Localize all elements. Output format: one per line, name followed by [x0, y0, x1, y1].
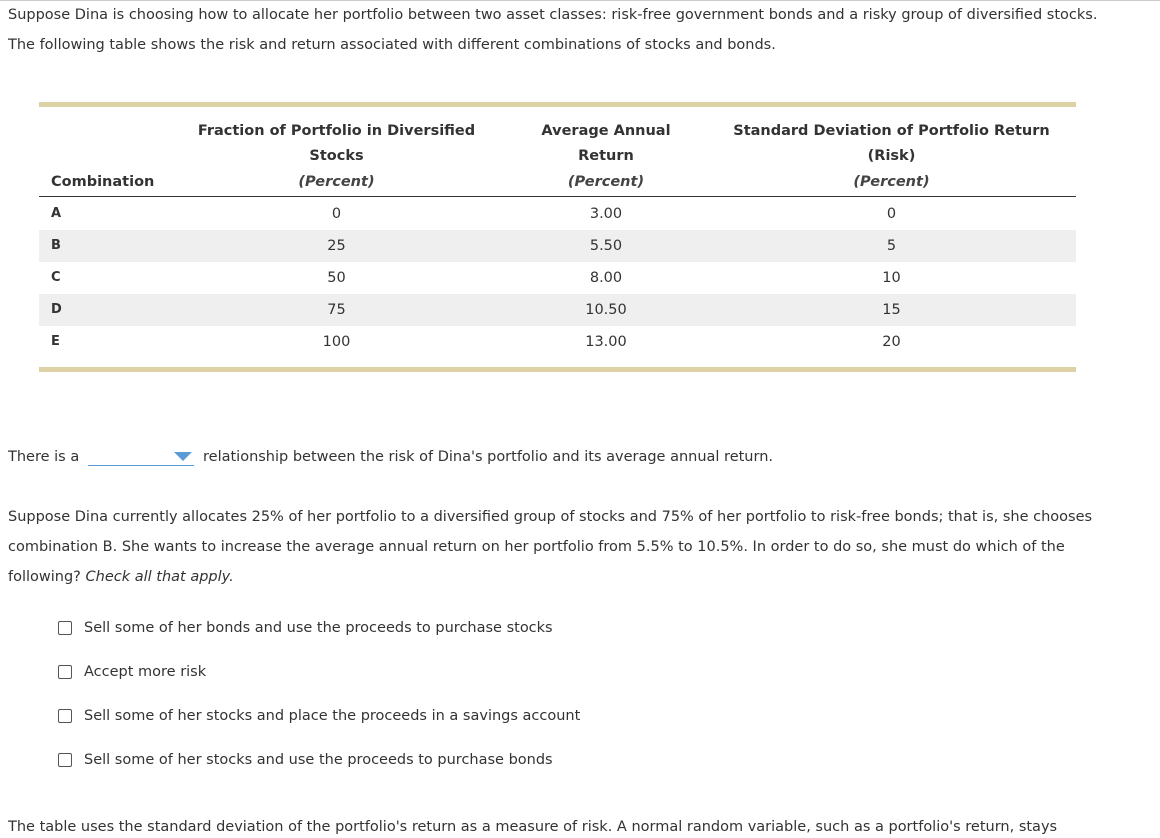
check-all-note: Check all that apply.: [85, 569, 234, 585]
option-label: Sell some of her stocks and use the proceeds to purchase bonds: [84, 752, 553, 768]
checkbox[interactable]: [58, 709, 72, 723]
table-row: [39, 262, 1076, 294]
row-combo: D: [51, 302, 62, 317]
option-sell-stocks-buy-bonds[interactable]: [58, 749, 553, 771]
row-risk: 0: [886, 206, 897, 222]
header-combination: Combination: [51, 174, 155, 190]
option-label: Accept more risk: [84, 664, 207, 680]
header-stocks: Fraction of Portfolio in Diversified Stocks: [197, 123, 476, 164]
row-risk: 5: [886, 238, 897, 254]
row-stocks: 50: [327, 270, 346, 286]
row-stocks: 25: [327, 238, 346, 254]
option-sell-stocks-savings[interactable]: [58, 705, 580, 727]
table-row: [39, 294, 1076, 326]
intro-text: [8, 0, 1158, 60]
unit-stocks: (Percent): [298, 174, 375, 190]
option-accept-more-risk[interactable]: [58, 661, 206, 683]
option-label: Sell some of her bonds and use the proceeds to purchase stocks: [84, 620, 553, 636]
row-return: 3.00: [589, 206, 623, 222]
question1-suffix: relationship between the risk of Dina's portfolio and its average annual return.: [203, 449, 774, 465]
row-risk: 15: [882, 302, 901, 318]
question2-line-3: [8, 562, 1156, 592]
table-row: [39, 326, 1076, 358]
row-return: 5.50: [589, 238, 623, 254]
portfolio-table: [39, 102, 1076, 372]
unit-risk: (Percent): [853, 174, 930, 190]
header-return: Average Annual Return: [541, 123, 671, 164]
checkbox[interactable]: [58, 665, 72, 679]
header-risk: Standard Deviation of Portfolio Return (Risk): [733, 123, 1050, 164]
question2-line-2: combination B. She wants to increase the average annual return on her portfolio from 5.5% to 10.5%. In order to do so, she must do which of the: [8, 539, 1065, 555]
row-return: 8.00: [589, 270, 623, 286]
row-combo: A: [51, 206, 62, 221]
row-combo: B: [51, 238, 61, 253]
intro-line-1: Suppose Dina is choosing how to allocate her portfolio between two asset classes: risk-free government bonds and a risky group of diversified stocks.: [8, 7, 1098, 23]
row-return: 10.50: [585, 302, 627, 318]
question2-text: [8, 502, 1156, 592]
question1-prefix: There is a: [8, 449, 80, 465]
question2-line-3-prefix: following?: [8, 569, 86, 585]
intro-line-2: The following table shows the risk and return associated with different combinations of stocks and bonds.: [8, 37, 776, 53]
row-stocks: 75: [327, 302, 346, 318]
row-return: 13.00: [585, 334, 627, 350]
row-stocks: 100: [322, 334, 351, 350]
table-row: [39, 198, 1076, 230]
question2-line-1: Suppose Dina currently allocates 25% of her portfolio to a diversified group of stocks and 75% of her portfolio to risk-free bonds; that is, she chooses: [8, 509, 1093, 525]
header-rule: [39, 196, 1076, 197]
table-row: [39, 230, 1076, 262]
row-stocks: 0: [331, 206, 342, 222]
option-label: Sell some of her stocks and place the proceeds in a savings account: [84, 708, 581, 724]
checkbox[interactable]: [58, 753, 72, 767]
option-sell-bonds-buy-stocks[interactable]: [58, 617, 553, 639]
footer-text: The table uses the standard deviation of the portfolio's return as a measure of risk. A normal random variable, such as a portfolio's return, stays: [8, 819, 1058, 835]
chevron-down-icon[interactable]: [174, 452, 192, 461]
row-risk: 10: [882, 270, 901, 286]
unit-return: (Percent): [567, 174, 645, 190]
relationship-dropdown[interactable]: [88, 449, 194, 466]
checkbox[interactable]: [58, 621, 72, 635]
row-risk: 20: [882, 334, 901, 350]
row-combo: C: [51, 270, 61, 285]
row-combo: E: [51, 334, 60, 349]
